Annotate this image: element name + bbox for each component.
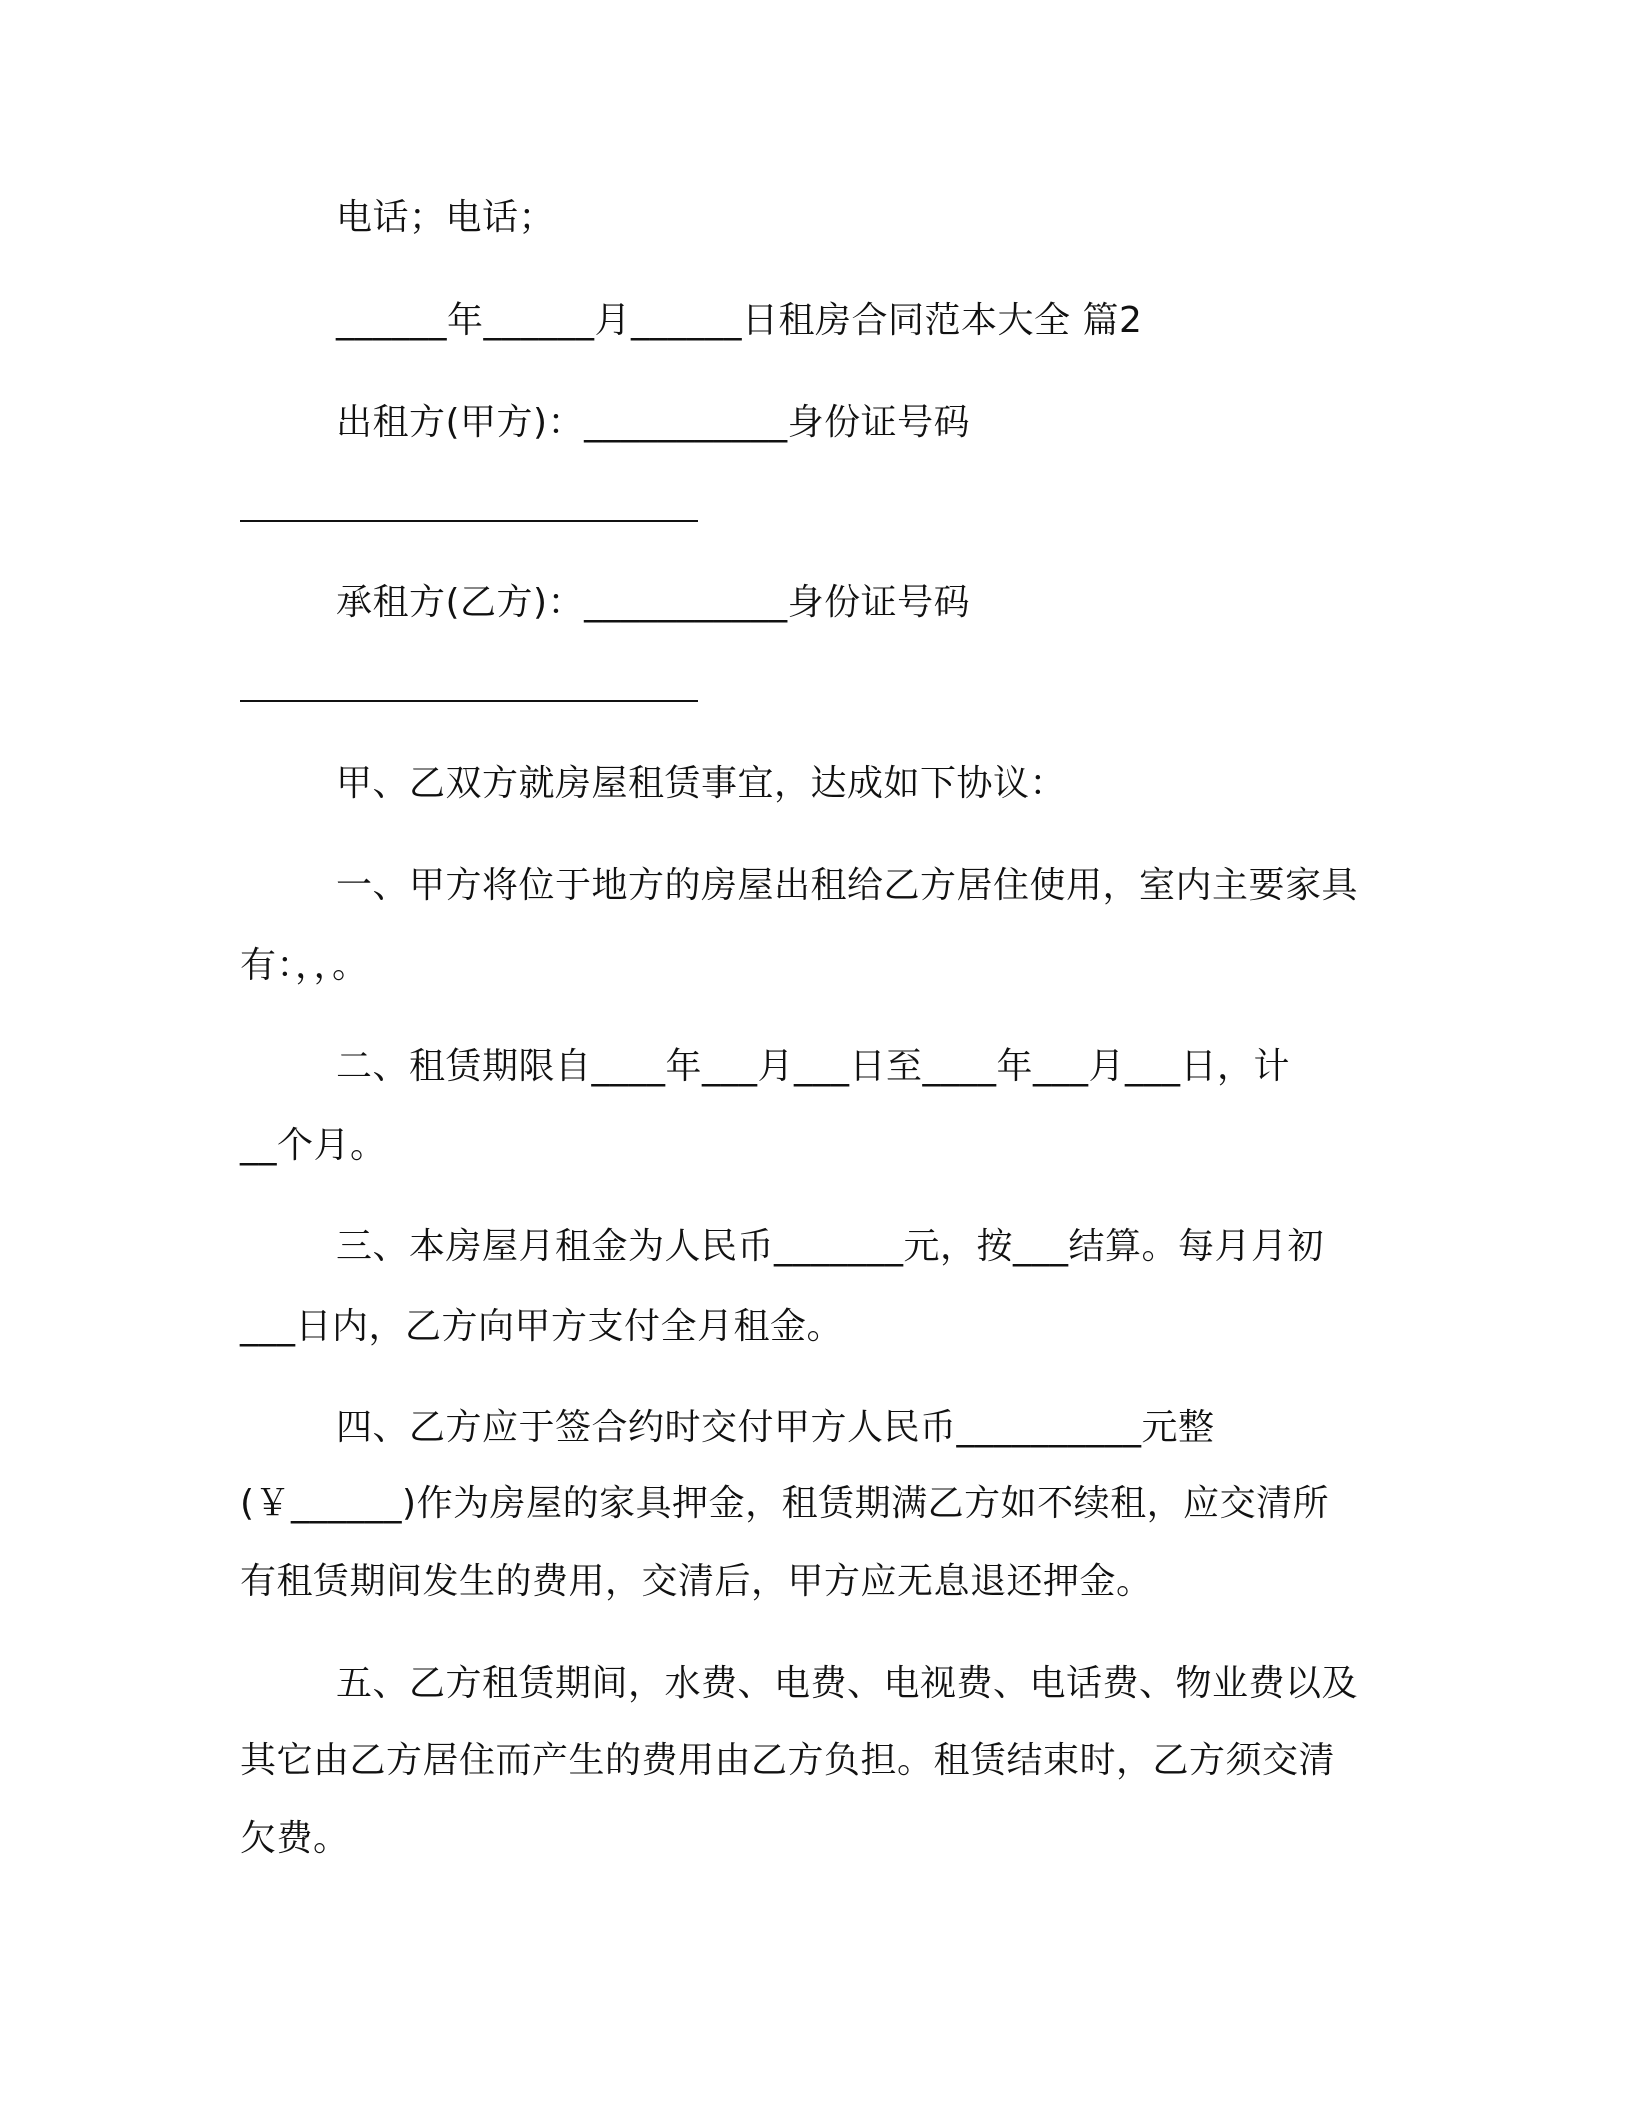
phone-line: 电话；电话；: [336, 197, 556, 238]
clause-3-line-2: ___日内，乙方向甲方支付全月租金。: [240, 1306, 844, 1347]
date-title-line: ______年______月______日租房合同范本大全 篇2: [336, 300, 1143, 341]
clause-3-line-1: 三、本房屋月租金为人民币_______元，按___结算。每月月初: [336, 1226, 1325, 1267]
clause-5-line-1: 五、乙方租赁期间，水费、电费、电视费、电话费、物业费以及: [336, 1663, 1359, 1704]
clause-4-line-2: (￥______)作为房屋的家具押金，租赁期满乙方如不续租，应交清所: [240, 1483, 1330, 1524]
clause-4-line-3: 有租赁期间发生的费用，交清后，甲方应无息退还押金。: [240, 1561, 1153, 1602]
lessor-line: 出租方(甲方)：___________身份证号码: [336, 402, 971, 443]
lessee-id-blank-rule: [240, 700, 698, 702]
clause-4-line-1: 四、乙方应于签合约时交付甲方人民币__________元整: [336, 1407, 1215, 1448]
clause-5-line-3: 欠费。: [240, 1818, 350, 1859]
clause-1-line-1: 一、甲方将位于地方的房屋出租给乙方居住使用，室内主要家具: [336, 865, 1359, 906]
lessor-id-blank-rule: [240, 520, 698, 522]
clause-2-line-1: 二、租赁期限自____年___月___日至____年___月___日，计: [336, 1046, 1291, 1087]
clause-5-line-2: 其它由乙方居住而产生的费用由乙方负担。租赁结束时，乙方须交清: [240, 1740, 1336, 1781]
lessee-line: 承租方(乙方)：___________身份证号码: [336, 582, 971, 623]
clause-1-line-2: 有：，，。: [240, 945, 369, 986]
agreement-intro: 甲、乙双方就房屋租赁事宜，达成如下协议：: [336, 763, 1067, 804]
clause-2-line-2: __个月。: [240, 1125, 387, 1166]
